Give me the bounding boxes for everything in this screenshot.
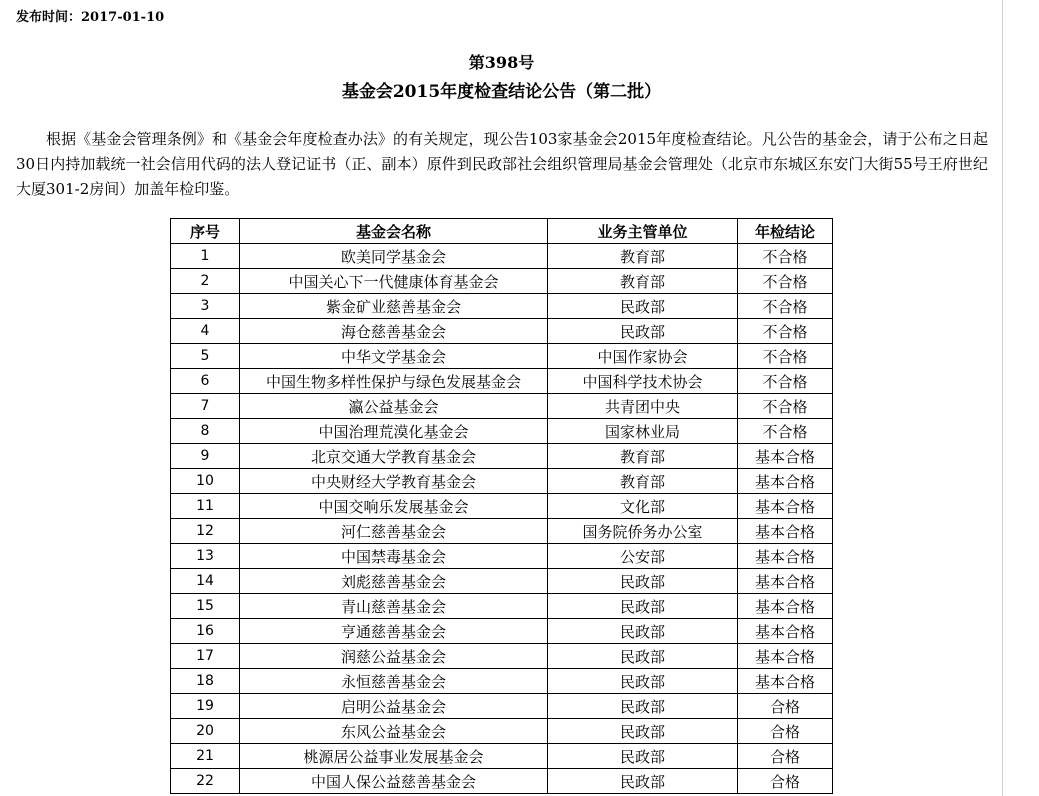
row-number-cell: 9 (171, 444, 240, 469)
foundation-name-cell: 亨通慈善基金会 (240, 619, 548, 644)
supervising-unit-cell: 民政部 (548, 769, 738, 794)
inspection-result-cell: 基本合格 (738, 444, 833, 469)
foundation-name-cell: 北京交通大学教育基金会 (240, 444, 548, 469)
foundation-name-cell: 桃源居公益事业发展基金会 (240, 744, 548, 769)
results-table (170, 218, 833, 794)
row-number-cell: 2 (171, 269, 240, 294)
inspection-result-cell: 不合格 (738, 269, 833, 294)
column-header-number: 序号 (171, 219, 240, 244)
table-row (171, 594, 833, 619)
publish-date-label: 发布时间： (16, 10, 82, 25)
table-row (171, 669, 833, 694)
supervising-unit-cell: 民政部 (548, 744, 738, 769)
supervising-unit-cell: 民政部 (548, 294, 738, 319)
table-body (171, 244, 833, 794)
inspection-result-cell: 不合格 (738, 394, 833, 419)
inspection-result-cell: 基本合格 (738, 494, 833, 519)
publish-date-value: 2017-01-10 (81, 10, 165, 25)
inspection-result-cell: 基本合格 (738, 644, 833, 669)
foundation-name-cell: 瀛公益基金会 (240, 394, 548, 419)
inspection-result-cell: 基本合格 (738, 544, 833, 569)
supervising-unit-cell: 民政部 (548, 319, 738, 344)
row-number-cell: 15 (171, 594, 240, 619)
table-row (171, 369, 833, 394)
row-number-cell: 20 (171, 719, 240, 744)
supervising-unit-cell: 教育部 (548, 469, 738, 494)
document-number: 第398号 (468, 53, 535, 72)
intro-paragraph: 根据《基金会管理条例》和《基金会年度检查办法》的有关规定，现公告103家基金会2015年度检查结论。凡公告的基金会，请于公布之日起30日内持加载统一社会信用代码的法人登记证书（正、副本）原件到民政部社会组织管理局基金会管理处（北京市东城区东安门大街55号王府世纪大厦301-2房间）加盖年检印鉴。 (16, 130, 988, 198)
inspection-result-cell: 基本合格 (738, 619, 833, 644)
table-row (171, 394, 833, 419)
row-number-cell: 14 (171, 569, 240, 594)
table-row (171, 444, 833, 469)
row-number-cell: 7 (171, 394, 240, 419)
publish-date (16, 6, 164, 25)
row-number-cell: 12 (171, 519, 240, 544)
supervising-unit-cell: 民政部 (548, 719, 738, 744)
foundation-name-cell: 中国交响乐发展基金会 (240, 494, 548, 519)
row-number-cell: 3 (171, 294, 240, 319)
table-row (171, 494, 833, 519)
table-row (171, 319, 833, 344)
table-row (171, 569, 833, 594)
table-row (171, 744, 833, 769)
supervising-unit-cell: 中国科学技术协会 (548, 369, 738, 394)
supervising-unit-cell: 教育部 (548, 444, 738, 469)
row-number-cell: 10 (171, 469, 240, 494)
foundation-name-cell: 刘彪慈善基金会 (240, 569, 548, 594)
inspection-result-cell: 不合格 (738, 419, 833, 444)
row-number-cell: 1 (171, 244, 240, 269)
row-number-cell: 21 (171, 744, 240, 769)
foundation-name-cell: 欧美同学基金会 (240, 244, 548, 269)
supervising-unit-cell: 民政部 (548, 619, 738, 644)
row-number-cell: 8 (171, 419, 240, 444)
foundation-name-cell: 中国关心下一代健康体育基金会 (240, 269, 548, 294)
supervising-unit-cell: 民政部 (548, 669, 738, 694)
foundation-name-cell: 青山慈善基金会 (240, 594, 548, 619)
inspection-result-cell: 合格 (738, 719, 833, 744)
supervising-unit-cell: 民政部 (548, 569, 738, 594)
foundation-name-cell: 中央财经大学教育基金会 (240, 469, 548, 494)
inspection-result-cell: 不合格 (738, 294, 833, 319)
supervising-unit-cell: 文化部 (548, 494, 738, 519)
table-row (171, 469, 833, 494)
inspection-result-cell: 合格 (738, 769, 833, 794)
foundation-name-cell: 启明公益基金会 (240, 694, 548, 719)
column-header-foundation-name: 基金会名称 (240, 219, 548, 244)
foundation-name-cell: 中国生物多样性保护与绿色发展基金会 (240, 369, 548, 394)
supervising-unit-cell: 公安部 (548, 544, 738, 569)
table-row (171, 644, 833, 669)
supervising-unit-cell: 中国作家协会 (548, 344, 738, 369)
foundation-name-cell: 东风公益基金会 (240, 719, 548, 744)
foundation-name-cell: 永恒慈善基金会 (240, 669, 548, 694)
table-row (171, 719, 833, 744)
table-row (171, 294, 833, 319)
inspection-result-cell: 合格 (738, 744, 833, 769)
row-number-cell: 13 (171, 544, 240, 569)
inspection-result-cell: 不合格 (738, 344, 833, 369)
row-number-cell: 18 (171, 669, 240, 694)
table-row (171, 769, 833, 794)
inspection-result-cell: 基本合格 (738, 469, 833, 494)
row-number-cell: 22 (171, 769, 240, 794)
row-number-cell: 17 (171, 644, 240, 669)
inspection-result-cell: 不合格 (738, 369, 833, 394)
table-row (171, 269, 833, 294)
foundation-name-cell: 润慈公益基金会 (240, 644, 548, 669)
supervising-unit-cell: 共青团中央 (548, 394, 738, 419)
inspection-result-cell: 基本合格 (738, 519, 833, 544)
table-header-row (171, 219, 833, 244)
foundation-name-cell: 中国治理荒漠化基金会 (240, 419, 548, 444)
row-number-cell: 19 (171, 694, 240, 719)
inspection-result-cell: 基本合格 (738, 669, 833, 694)
row-number-cell: 6 (171, 369, 240, 394)
row-number-cell: 16 (171, 619, 240, 644)
supervising-unit-cell: 民政部 (548, 694, 738, 719)
supervising-unit-cell: 民政部 (548, 594, 738, 619)
table-row (171, 344, 833, 369)
inspection-result-cell: 基本合格 (738, 569, 833, 594)
table-row (171, 619, 833, 644)
table-row (171, 694, 833, 719)
foundation-name-cell: 河仁慈善基金会 (240, 519, 548, 544)
foundation-name-cell: 海仓慈善基金会 (240, 319, 548, 344)
inspection-result-cell: 合格 (738, 694, 833, 719)
supervising-unit-cell: 国务院侨务办公室 (548, 519, 738, 544)
inspection-result-cell: 基本合格 (738, 594, 833, 619)
supervising-unit-cell: 教育部 (548, 244, 738, 269)
foundation-name-cell: 中国禁毒基金会 (240, 544, 548, 569)
row-number-cell: 4 (171, 319, 240, 344)
foundation-name-cell: 紫金矿业慈善基金会 (240, 294, 548, 319)
table-row (171, 544, 833, 569)
table-row (171, 419, 833, 444)
supervising-unit-cell: 国家林业局 (548, 419, 738, 444)
document-title: 基金会2015年度检查结论公告（第二批） (341, 82, 662, 102)
row-number-cell: 5 (171, 344, 240, 369)
foundation-name-cell: 中国人保公益慈善基金会 (240, 769, 548, 794)
table-row (171, 519, 833, 544)
table-row (171, 244, 833, 269)
inspection-result-cell: 不合格 (738, 244, 833, 269)
column-header-inspection-result: 年检结论 (738, 219, 833, 244)
supervising-unit-cell: 教育部 (548, 269, 738, 294)
inspection-result-cell: 不合格 (738, 319, 833, 344)
supervising-unit-cell: 民政部 (548, 644, 738, 669)
row-number-cell: 11 (171, 494, 240, 519)
foundation-name-cell: 中华文学基金会 (240, 344, 548, 369)
column-header-supervising-unit: 业务主管单位 (548, 219, 738, 244)
